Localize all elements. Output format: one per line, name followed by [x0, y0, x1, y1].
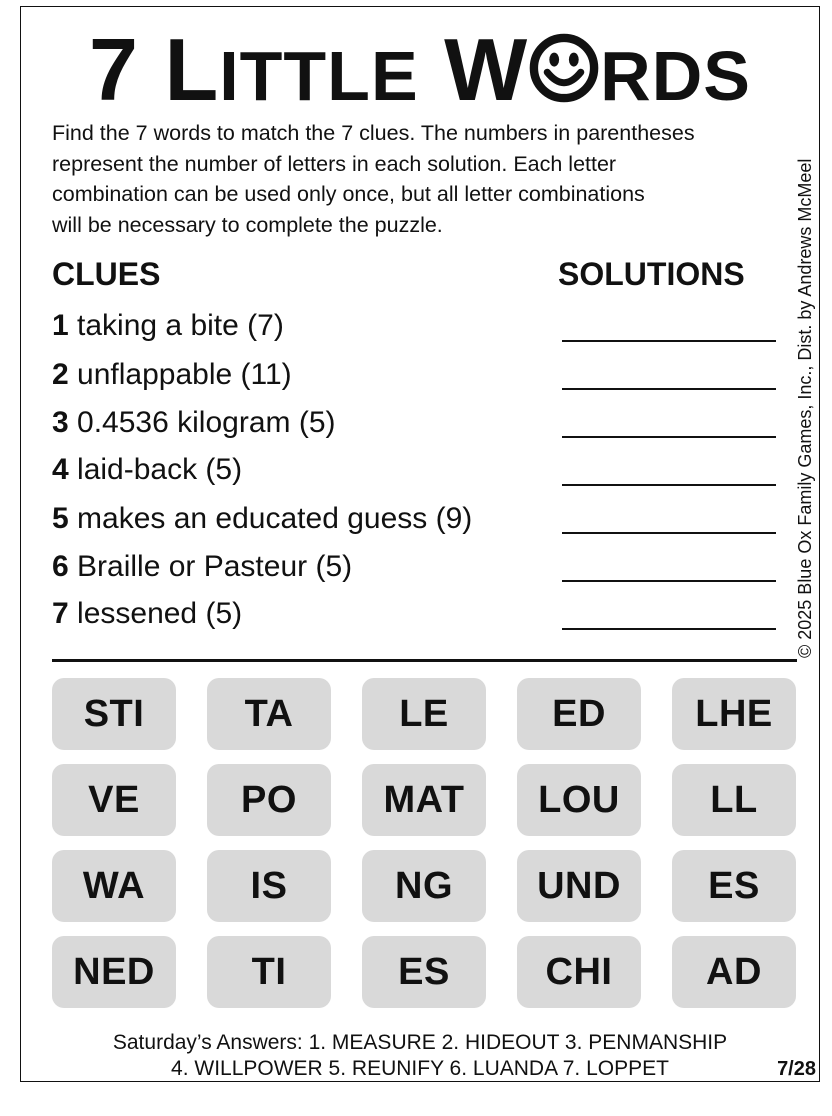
clue-number: 1 [52, 309, 69, 342]
letter-tile[interactable]: ES [672, 850, 796, 922]
letter-tile[interactable]: LE [362, 678, 486, 750]
clue-text: Braille or Pasteur (5) [77, 550, 353, 583]
clue-4 [52, 452, 242, 488]
solution-line-4[interactable] [562, 484, 776, 486]
clue-number: 2 [52, 358, 69, 391]
letter-tile[interactable]: WA [52, 850, 176, 922]
clue-number: 4 [52, 453, 69, 486]
smiley-face-icon [529, 33, 599, 103]
clue-text: lessened (5) [77, 597, 243, 630]
letter-tile[interactable]: STI [52, 678, 176, 750]
clue-text: makes an educated guess (9) [77, 502, 473, 535]
letter-tile[interactable]: LHE [672, 678, 796, 750]
solution-line-1[interactable] [562, 340, 776, 342]
letter-tile[interactable]: LL [672, 764, 796, 836]
instructions-line: Find the 7 words to match the 7 clues. The numbers in parentheses [52, 121, 695, 145]
clues-header: CLUES [52, 256, 161, 292]
letter-tile[interactable]: TA [207, 678, 331, 750]
title-w-rest: RDS [600, 37, 751, 115]
letter-tile[interactable]: IS [207, 850, 331, 922]
solution-line-6[interactable] [562, 580, 776, 582]
clue-5 [52, 501, 472, 537]
clue-3 [52, 405, 336, 441]
letter-tile[interactable]: ES [362, 936, 486, 1008]
instructions-line: combination can be used only once, but all letter combinations [52, 182, 645, 206]
previous-answers [20, 1030, 820, 1082]
letter-tile[interactable]: CHI [517, 936, 641, 1008]
solution-line-5[interactable] [562, 532, 776, 534]
letter-tile[interactable]: UND [517, 850, 641, 922]
clue-6 [52, 549, 352, 585]
clue-number: 5 [52, 502, 69, 535]
puzzle-title [20, 20, 820, 126]
clue-number: 7 [52, 597, 69, 630]
letter-tile[interactable]: NED [52, 936, 176, 1008]
section-divider [52, 659, 797, 662]
clue-text: taking a bite (7) [77, 309, 284, 342]
letter-tile[interactable]: VE [52, 764, 176, 836]
answers-line: Saturday’s Answers: 1. MEASURE 2. HIDEOUT 3. PENMANSHIP [112, 1031, 728, 1054]
puzzle-date: 7/28 [777, 1058, 816, 1080]
title-l-rest: ITTLE [219, 37, 419, 115]
solution-line-3[interactable] [562, 436, 776, 438]
letter-tile[interactable]: ED [517, 678, 641, 750]
clue-1 [52, 308, 284, 344]
title-w: W [444, 20, 529, 119]
solution-line-2[interactable] [562, 388, 776, 390]
letter-tile[interactable]: AD [672, 936, 796, 1008]
letter-tile[interactable]: MAT [362, 764, 486, 836]
letter-tile[interactable]: LOU [517, 764, 641, 836]
clue-text: unflappable (11) [77, 358, 292, 391]
letter-tile[interactable]: NG [362, 850, 486, 922]
solution-line-7[interactable] [562, 628, 776, 630]
title-l: L [164, 20, 220, 119]
instructions-line: will be necessary to complete the puzzle. [52, 212, 443, 237]
instructions-line: represent the number of letters in each solution. Each letter [52, 151, 617, 176]
clue-text: 0.4536 kilogram (5) [77, 406, 336, 439]
answers-line: 4. WILLPOWER 5. REUNIFY 6. LUANDA 7. LOPPET [171, 1057, 669, 1080]
copyright-notice: © 2025 Blue Ox Family Games, Inc., Dist. by Andrews McMeel [795, 158, 815, 658]
clue-2 [52, 357, 292, 393]
clue-7 [52, 596, 242, 632]
clue-number: 3 [52, 406, 69, 439]
letter-tile[interactable]: TI [207, 936, 331, 1008]
clue-number: 6 [52, 550, 69, 583]
instructions [52, 118, 797, 240]
title-digit: 7 [89, 20, 139, 119]
clue-text: laid-back (5) [77, 453, 243, 486]
solutions-header: SOLUTIONS [558, 256, 745, 292]
letter-tile[interactable]: PO [207, 764, 331, 836]
